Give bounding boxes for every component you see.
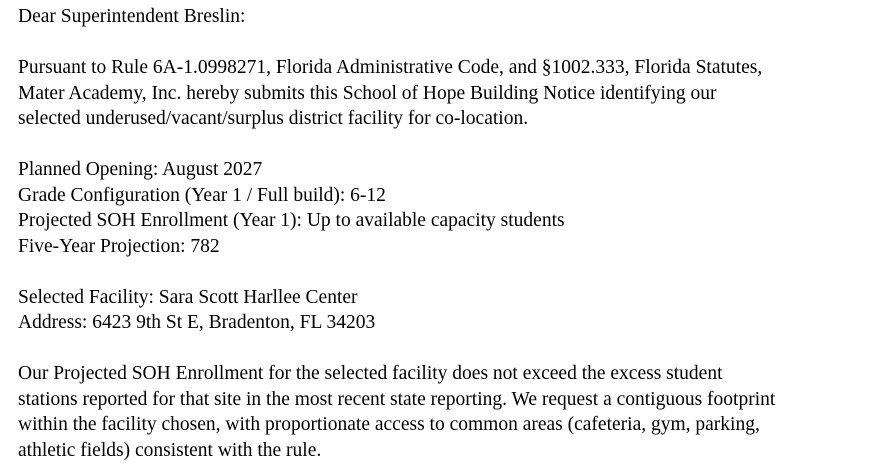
intro-line: Mater Academy, Inc. hereby submits this School of Hope Building Notice identifying our xyxy=(18,82,717,104)
closing-line: within the facility chosen, with proportionate access to common areas (cafeteria, gym, parking, xyxy=(18,414,760,435)
closing-paragraph xyxy=(18,361,870,463)
grade-configuration: Grade Configuration (Year 1 / Full build): 6-12 xyxy=(18,184,386,206)
salutation-text: Dear Superintendent Breslin: xyxy=(18,6,246,27)
facility-details xyxy=(18,285,870,336)
selected-facility: Selected Facility: Sara Scott Harllee Center xyxy=(18,286,358,308)
intro-paragraph xyxy=(18,55,870,132)
intro-line: selected underused/vacant/surplus district facility for co-location. xyxy=(18,108,529,129)
salutation xyxy=(18,4,870,30)
intro-line: Pursuant to Rule 6A-1.0998271, Florida Administrative Code, and §1002.333, Florida Statutes, xyxy=(18,57,763,78)
closing-line: stations reported for that site in the most recent state reporting. We request a contiguous footprint xyxy=(18,388,776,410)
school-details xyxy=(18,157,870,259)
planned-opening: Planned Opening: August 2027 xyxy=(18,159,263,180)
five-year-projection: Five-Year Projection: 782 xyxy=(18,235,220,257)
closing-line: Our Projected SOH Enrollment for the selected facility does not exceed the excess student xyxy=(18,363,723,384)
letter-body xyxy=(18,4,870,463)
closing-line: athletic fields) consistent with the rule. xyxy=(18,439,322,461)
facility-address: Address: 6423 9th St E, Bradenton, FL 34203 xyxy=(18,312,376,333)
projected-enrollment: Projected SOH Enrollment (Year 1): Up to available capacity students xyxy=(18,210,565,231)
